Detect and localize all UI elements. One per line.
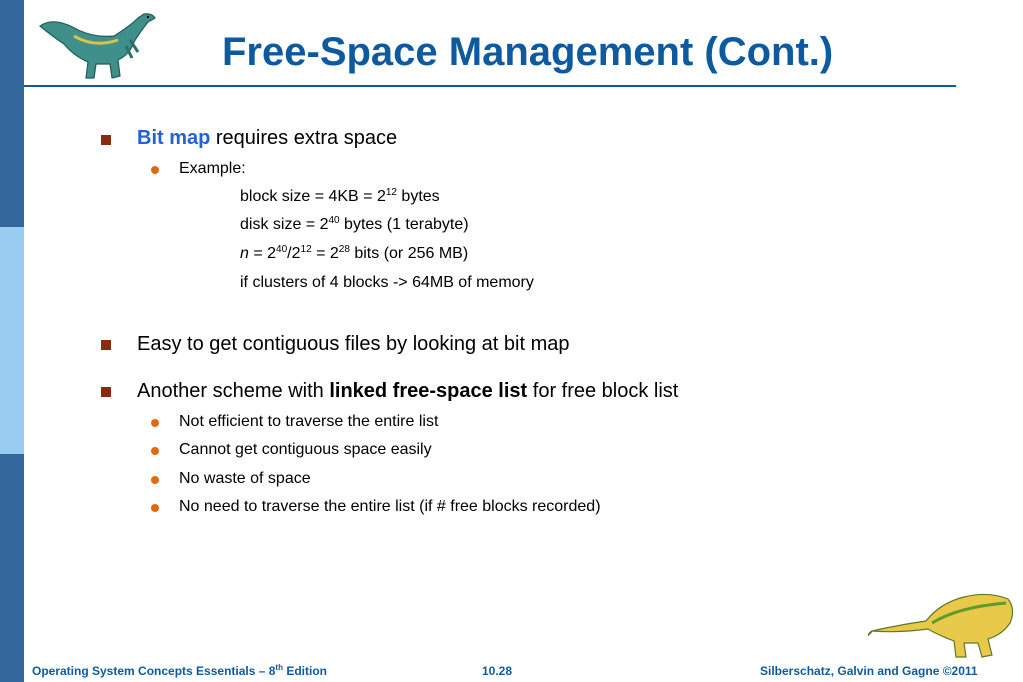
block-size-suffix: bytes	[396, 188, 440, 205]
list-item: Cannot get contiguous space easily	[179, 441, 432, 458]
footer-course-sup: th	[275, 663, 283, 672]
block-size-exponent: 12	[385, 187, 397, 198]
example-line-n-bits	[240, 245, 468, 263]
sidebar-segment-top	[0, 0, 24, 227]
dot-bullet-icon	[151, 504, 159, 512]
square-bullet-icon	[101, 135, 111, 145]
list-item: No waste of space	[179, 470, 311, 487]
example-line-disk-size	[240, 216, 469, 234]
bit-map-term: Bit map	[137, 127, 211, 149]
linked-free-space-list-term: linked free-space list	[329, 380, 528, 402]
dot-bullet-icon	[151, 166, 159, 174]
n-divide: /2	[287, 245, 301, 262]
linked-list-prefix: Another scheme with	[137, 380, 330, 402]
title-divider	[24, 85, 956, 87]
example-label: Example:	[179, 160, 246, 177]
square-bullet-icon	[101, 340, 111, 350]
page-title: Free-Space Management (Cont.)	[222, 30, 834, 74]
n-suffix: bits (or 256 MB)	[349, 245, 469, 262]
footer-copyright: Silberschatz, Galvin and Gagne ©2011	[760, 664, 978, 678]
n-equals-2: = 2	[311, 245, 339, 262]
footer-course-suffix: Edition	[282, 664, 327, 678]
n-exponent-2: 12	[300, 244, 312, 255]
n-exponent-3: 28	[338, 244, 350, 255]
linked-list-suffix: for free block list	[527, 380, 679, 402]
example-line-clusters: if clusters of 4 blocks -> 64MB of memory	[240, 274, 534, 291]
footer-course-prefix: Operating System Concepts Essentials – 8	[32, 664, 276, 678]
disk-size-suffix: bytes (1 terabyte)	[339, 216, 469, 233]
bullet-linked-list	[137, 380, 678, 403]
n-variable: n	[240, 245, 249, 262]
dot-bullet-icon	[151, 476, 159, 484]
sidebar-segment-middle	[0, 227, 24, 454]
square-bullet-icon	[101, 387, 111, 397]
disk-size-exponent: 40	[328, 215, 340, 226]
bullet-bit-map	[137, 127, 397, 150]
block-size-prefix: block size = 4KB = 2	[240, 188, 386, 205]
sidebar-decoration	[0, 0, 24, 682]
dot-bullet-icon	[151, 419, 159, 427]
example-line-block-size	[240, 188, 440, 206]
list-item: No need to traverse the entire list (if # free blocks recorded)	[179, 498, 601, 515]
bullet-contiguous-files: Easy to get contiguous files by looking at bit map	[137, 333, 570, 355]
list-item: Not efficient to traverse the entire list	[179, 413, 439, 430]
n-equals: = 2	[248, 245, 277, 262]
n-exponent-1: 40	[276, 244, 288, 255]
footer-course-title	[32, 664, 327, 678]
dinosaur-logo-icon	[34, 6, 159, 84]
bullet-bit-map-rest: requires extra space	[210, 127, 398, 149]
dot-bullet-icon	[151, 447, 159, 455]
sidebar-segment-bottom	[0, 454, 24, 682]
footer-page-number: 10.28	[482, 664, 513, 678]
dinosaur-logo-icon	[868, 585, 1018, 660]
disk-size-prefix: disk size = 2	[240, 216, 329, 233]
